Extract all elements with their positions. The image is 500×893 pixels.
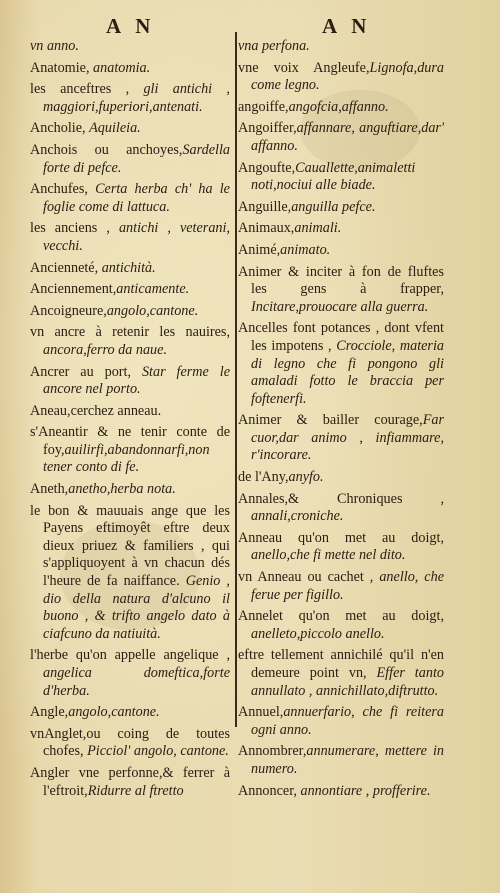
- french-headword: Aneth,: [30, 481, 69, 498]
- dictionary-entry: [30, 181, 230, 216]
- dictionary-entry: [30, 726, 230, 761]
- french-headword: le bon & mauuais ange que les Payens eftimoyêt eftre deux dieux priuez & familiers , qui s'appliquoyent à vn chacun dés l'heure de fa naiffance.: [30, 502, 230, 590]
- left-column: [30, 38, 230, 800]
- french-headword: Anneau qu'on met au doigt,: [238, 529, 444, 546]
- french-headword: vnAnglet,ou coing de toutes chofes,: [30, 725, 230, 760]
- dictionary-entry: [30, 364, 230, 399]
- french-headword: de l'Any,: [238, 469, 289, 486]
- dictionary-entry: [238, 783, 444, 801]
- french-headword: Animer & inciter à fon de fluftes les gens à frapper,: [238, 263, 444, 298]
- italian-gloss: Effer tanto annullato , annichillato,diftrutto.: [251, 665, 444, 699]
- dictionary-entry: [30, 38, 230, 56]
- french-headword: Ancoigneure,: [30, 302, 107, 319]
- dictionary-entry: [238, 469, 444, 487]
- french-headword: s'Aneantir & ne tenir conte de foy,: [30, 424, 230, 458]
- italian-gloss: anticamente.: [116, 281, 190, 298]
- dictionary-entry: [238, 264, 444, 317]
- dictionary-entry: [238, 704, 444, 739]
- french-headword: Animé,: [238, 241, 281, 258]
- italian-gloss: angolo,cantone.: [68, 704, 160, 721]
- italian-gloss: Sardella forte di pefce.: [43, 141, 230, 176]
- italian-gloss: annontiare , profferire.: [300, 782, 431, 799]
- french-headword: Annelet qu'on met au doigt,: [238, 608, 444, 625]
- italian-gloss: Lignofa,dura come legno.: [251, 59, 444, 94]
- column-divider: [235, 32, 237, 727]
- italian-gloss: affannare, anguftiare,dar' affanno.: [251, 120, 444, 154]
- dictionary-entry: [30, 281, 230, 299]
- dictionary-entry: [238, 60, 444, 95]
- italian-gloss: animato.: [280, 241, 331, 258]
- french-headword: angoiffe,: [238, 98, 289, 115]
- dictionary-entry: [238, 320, 444, 408]
- french-headword: Annales,& Chroniques ,: [238, 490, 444, 507]
- italian-gloss: angolo,cantone.: [106, 302, 199, 319]
- dictionary-entry: [238, 120, 444, 155]
- dictionary-entry: [238, 99, 444, 117]
- dictionary-entry: [30, 403, 230, 421]
- dictionary-entry: [30, 81, 230, 116]
- dictionary-entry: [238, 242, 444, 260]
- french-headword: Aneau,cerchez anneau.: [30, 402, 162, 419]
- dictionary-entry: [30, 324, 230, 359]
- french-headword: Animer & bailler courage,: [238, 412, 423, 429]
- dictionary-entry: [30, 647, 230, 700]
- dictionary-entry: [238, 569, 444, 604]
- italian-gloss: Far cuor,dar animo , infiammare, r'incorare.: [251, 412, 444, 464]
- french-headword: vne voix Angleufe,: [238, 59, 370, 76]
- italian-gloss: anyfo.: [288, 469, 324, 486]
- dictionary-entry: [238, 491, 444, 526]
- dictionary-entry: [238, 38, 444, 56]
- french-headword: Anchois ou anchoyes,: [30, 141, 183, 158]
- italian-gloss: ancora,ferro da naue.: [43, 341, 167, 358]
- french-headword: Ancholie,: [30, 120, 90, 137]
- italian-gloss: Genio , dio della natura d'alcuno il buono , & trifto angelo dato à ciafcuno da natiuità.: [43, 573, 230, 642]
- dictionary-entry: [30, 260, 230, 278]
- french-headword: les anciens ,: [30, 220, 119, 237]
- dictionary-entry: [238, 743, 444, 778]
- french-headword: les anceftres ,: [30, 81, 144, 98]
- dictionary-entry: [30, 765, 230, 800]
- french-headword: Angler vne perfonne,& ferrer à l'eftroit,: [30, 764, 230, 799]
- dictionary-entry: [30, 60, 230, 78]
- french-headword: vn Anneau ou cachet ,: [238, 569, 380, 586]
- italian-gloss: anello, che ferue per figillo.: [251, 569, 444, 603]
- dictionary-entry: [30, 704, 230, 722]
- italian-gloss: vn anno.: [30, 38, 79, 54]
- running-head-right: A N: [322, 14, 372, 38]
- italian-gloss: anetho,herba nota.: [68, 481, 176, 498]
- french-headword: Angoufte,: [238, 159, 296, 176]
- dictionary-entry: [238, 608, 444, 643]
- dictionary-entry: [238, 160, 444, 195]
- italian-gloss: anello,che fi mette nel dito.: [251, 547, 406, 564]
- dictionary-entry: [30, 120, 230, 138]
- french-headword: Anciennement,: [30, 281, 117, 298]
- french-headword: Anguille,: [238, 198, 292, 215]
- italian-gloss: annumerare, mettere in numero.: [251, 743, 444, 777]
- dictionary-entry: [30, 481, 230, 499]
- french-headword: Annoncer,: [238, 782, 301, 799]
- italian-gloss: Star ferme le ancore nel porto.: [43, 363, 230, 398]
- italian-gloss: anelleto,piccolo anello.: [251, 625, 385, 642]
- dictionary-entry: [30, 220, 230, 255]
- italian-gloss: Incitare,prouocare alla guerra.: [251, 298, 429, 315]
- french-headword: Ancrer au port,: [30, 363, 142, 380]
- italian-gloss: anguilla pefce.: [291, 198, 376, 215]
- french-headword: eftre tellement annichilé qu'il n'en demeure point vn,: [238, 647, 444, 681]
- italian-gloss: annali,croniche.: [251, 508, 344, 525]
- french-headword: Angle,: [30, 704, 69, 721]
- italian-gloss: vna perfona.: [238, 38, 310, 54]
- french-headword: Anchufes,: [30, 181, 96, 198]
- dictionary-entry: [238, 220, 444, 238]
- italian-gloss: anatomia.: [93, 59, 151, 76]
- italian-gloss: Picciol' angolo, cantone.: [87, 743, 229, 760]
- italian-gloss: angofcia,affanno.: [288, 98, 389, 115]
- dictionary-entry: [238, 199, 444, 217]
- italian-gloss: gli antichi , maggiori,fuperiori,antenati.: [43, 81, 230, 115]
- dictionary-entry: [30, 303, 230, 321]
- french-headword: Anatomie,: [30, 59, 94, 76]
- running-head-left: A N: [106, 14, 156, 38]
- italian-gloss: Cauallette,animaletti noti,nociui alle biade.: [251, 159, 416, 194]
- dictionary-entry: [238, 647, 444, 700]
- french-headword: vn ancre à retenir les nauires,: [30, 324, 230, 341]
- italian-gloss: angelica domeftica,forte d'herba.: [43, 665, 230, 699]
- italian-gloss: annuerfario, che fi reitera ogni anno.: [251, 704, 444, 738]
- french-headword: Ancelles font potances , dont vfent les impotens ,: [238, 320, 444, 354]
- dictionary-entry: [30, 503, 230, 644]
- italian-gloss: antichi , veterani, vecchi.: [43, 220, 230, 254]
- italian-gloss: auilirfi,abandonnarfi,non tener conto di fe.: [43, 441, 210, 476]
- dictionary-entry: [30, 424, 230, 477]
- italian-gloss: Aquileia.: [89, 120, 141, 137]
- french-headword: Ancienneté,: [30, 259, 102, 276]
- italian-gloss: animali.: [294, 220, 342, 237]
- french-headword: Annombrer,: [238, 743, 307, 760]
- french-headword: Angoiffer,: [238, 120, 297, 137]
- french-headword: Annuel,: [238, 704, 284, 721]
- dictionary-entry: [238, 530, 444, 565]
- italian-gloss: Ridurre al ftretto: [87, 782, 184, 799]
- italian-gloss: Certa herba ch' ha le foglie come di lattuca.: [43, 181, 230, 215]
- french-headword: Animaux,: [238, 220, 295, 237]
- dictionary-entry: [30, 142, 230, 177]
- french-headword: l'herbe qu'on appelle angelique ,: [30, 647, 230, 664]
- dictionary-entry: [238, 412, 444, 465]
- italian-gloss: Crocciole, materia di legno che fi pongono gli amaladi fotto le braccia per foftenerfi.: [251, 337, 444, 407]
- italian-gloss: antichità.: [101, 259, 156, 276]
- right-column: [238, 38, 444, 800]
